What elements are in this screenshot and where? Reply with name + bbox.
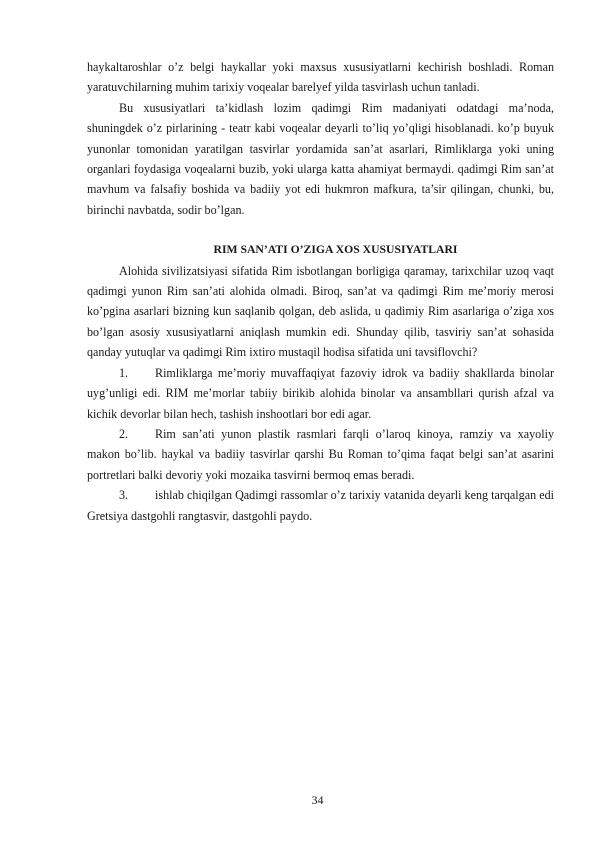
list-item-text: Rim san’ati yunon plastik rasmlari farqli o’laroq kinoya, ramziy va xayoliy makon bo’lib. haykal va badiiy tasvirlar qarshi Bu Roman to’qima faqat belgi san’at asarini portretlari balki devoriy yoki mozaika tasvirni bermoq emas beradi. <box>87 426 554 482</box>
list-item-number: 3. <box>119 488 129 503</box>
list-item-3 <box>87 485 554 526</box>
intro-paragraph-1: haykaltaroshlar o’z belgi haykallar yoki maxsus xususiyatlarni kechirish boshladi. Roman yaratuvchilarning muhim tarixiy voqealar barelyef yilda tasvirlash uchun tanladi. <box>87 60 554 95</box>
page-content <box>87 57 554 526</box>
list-item-2 <box>87 424 554 485</box>
page-number: 34 <box>311 793 324 807</box>
intro-paragraph-2: Bu xususiyatlari ta’kidlash lozim qadimgi Rim madaniyati odatdagi ma’noda, shuningdek o’z pirlarining - teatr kabi voqealar deyarli to’liq yo’qligi hisoblanadi. ko’p buyuk yunonlar tomonidan yaratilgan tasvirlar yordamida san’at asarlari, Rimliklarga yoki uning organlari foydasiga voqealarni buzib, yoki ularga katta ahamiyat bermaydi. qadimgi Rim san’at mavhum va falsafiy boshida va badiiy yot edi hukmron mafkura, ta’sir qilingan, chunki, bu, birinchi navbatda, sodir bo’lgan. <box>87 100 554 217</box>
list-item-number: 1. <box>119 365 129 380</box>
list-item-1 <box>87 363 554 424</box>
list-item-number: 2. <box>119 426 129 441</box>
main-paragraph: Alohida sivilizatsiyasi sifatida Rim isbotlangan borligiga qaramay, tarixchilar uzoq vaqt qadimgi yunon Rim san’ati alohida olmadi. Biroq, san’at va qadimgi Rim me’moriy merosi ko’pgina asarlari bizning kun saqlanib qolgan, deb aslida, u qadimiy Rim asarlariga o’ziga xos bo’lgan asosiy xususiyatlarni aniqlash mumkin edi. Shunday qilib, tasviriy san’at sohasida qanday yutuqlar va qadimgi Rim ixtiro mustaqil hodisa sifatida uni tavsiflovchi? <box>87 263 554 360</box>
list-item-text: Rimliklarga me’moriy muvaffaqiyat fazoviy idrok va badiiy shakllarda binolar uyg’unligi edi. RIM me’morlar tabiiy birikib alohida binolar va ansambllari qurish afzal va kichik devorlar bilan hech, tashish inshootlari bor edi agar. <box>87 365 554 421</box>
list-item-text: ishlab chiqilgan Qadimgi rassomlar o’z tarixiy vatanida deyarli keng tarqalgan edi Gretsiya dastgohli rangtasvir, dastgohli paydo. <box>87 488 554 523</box>
section-heading: RIM SAN’ATI O’ZIGA XOS XUSUSIYATLARI <box>213 243 458 257</box>
